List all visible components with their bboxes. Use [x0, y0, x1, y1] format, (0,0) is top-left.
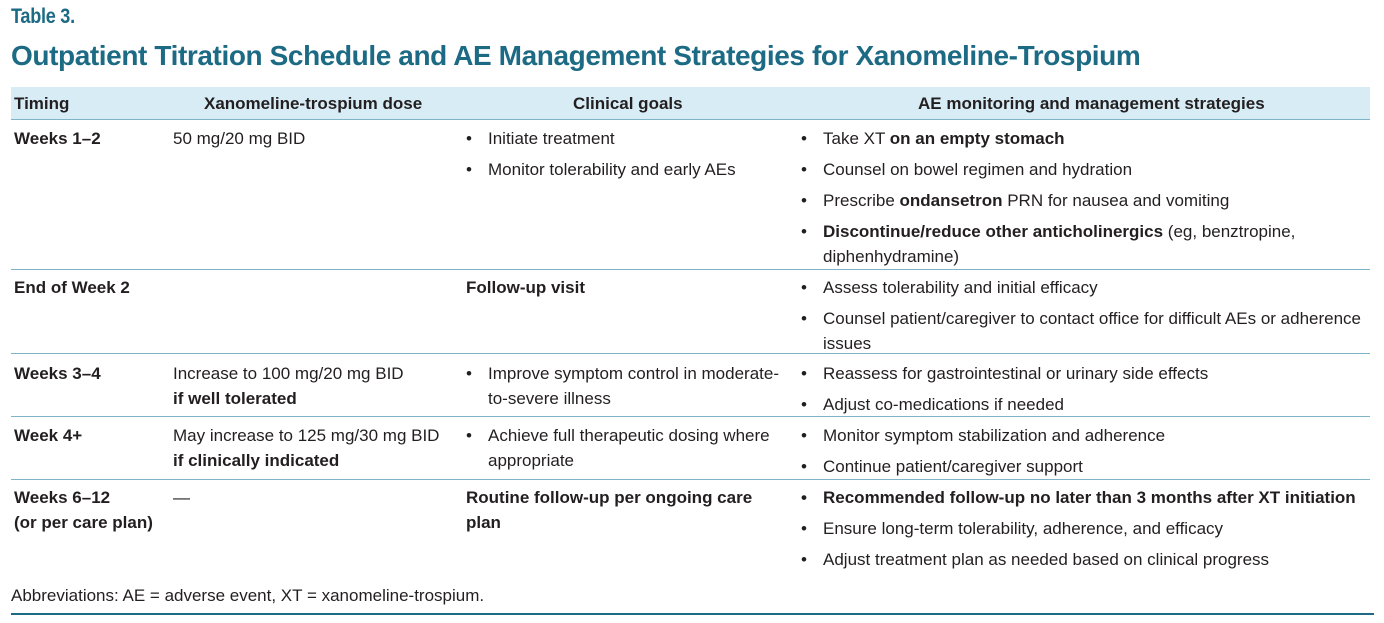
table-header: [11, 87, 1370, 120]
list-item: • Reassess for gastrointestinal or urinary side effects: [801, 361, 1371, 386]
timing-cell: End of Week 2: [14, 278, 130, 297]
list-item: • Prescribe ondansetron PRN for nausea and vomiting: [801, 188, 1371, 213]
list-item: • Adjust treatment plan as needed based on clinical progress: [801, 547, 1384, 572]
dose-cell: —: [173, 488, 190, 507]
list-item: • Take XT on an empty stomach: [801, 126, 1371, 151]
list-item: • Adjust co-medications if needed: [801, 392, 1371, 417]
goals-list: [466, 361, 796, 417]
list-item: • Achieve full therapeutic dosing where appropriate: [466, 423, 796, 473]
header-timing: Timing: [14, 94, 70, 113]
dose-cell: 50 mg/20 mg BID: [173, 129, 306, 148]
footnote: Abbreviations: AE = adverse event, XT = xanomeline-trospium.: [11, 586, 485, 605]
timing-cell: Weeks 6–12 (or per care plan): [14, 488, 153, 532]
timing-cell: Week 4+: [14, 426, 83, 445]
list-item: • Recommended follow-up no later than 3 months after XT initiation: [801, 485, 1384, 510]
list-item: • Ensure long-term tolerability, adherence, and efficacy: [801, 516, 1384, 541]
ae-list: [801, 485, 1384, 578]
table-label: Table 3.: [11, 5, 75, 28]
list-item: • Monitor symptom stabilization and adherence: [801, 423, 1371, 448]
ae-list: [801, 361, 1371, 423]
list-item: • Monitor tolerability and early AEs: [466, 157, 736, 182]
ae-list: [801, 126, 1371, 275]
list-item: • Counsel patient/caregiver to contact office for difficult AEs or adherence issues: [801, 306, 1371, 356]
header-ae: AE monitoring and management strategies: [918, 94, 1265, 113]
list-item: • Counsel on bowel regimen and hydration: [801, 157, 1371, 182]
dose-cell: Increase to 100 mg/20 mg BID if well tolerated: [173, 364, 404, 408]
bottom-rule: [11, 613, 1374, 615]
list-item: • Continue patient/caregiver support: [801, 454, 1371, 479]
table-title: Outpatient Titration Schedule and AE Management Strategies for Xanomeline-Trospium: [11, 40, 1141, 71]
goals-list: [466, 423, 796, 479]
list-item: • Discontinue/reduce other anticholinergics (eg, benztropine, diphenhydramine): [801, 219, 1371, 269]
ae-list: [801, 423, 1371, 485]
table-row: [11, 480, 1370, 576]
header-dose: Xanomeline-trospium dose: [204, 94, 423, 113]
table-row: [11, 354, 1370, 417]
table-row: [11, 120, 1370, 270]
table-row: [11, 417, 1370, 480]
list-item: • Improve symptom control in moderate-to-severe illness: [466, 361, 796, 411]
table-row: [11, 270, 1370, 354]
timing-cell: Weeks 3–4: [14, 364, 101, 383]
list-item: • Initiate treatment: [466, 126, 736, 151]
goals-cell: Routine follow-up per ongoing care plan: [466, 488, 753, 532]
goals-list: [466, 126, 736, 188]
list-item: • Assess tolerability and initial efficacy: [801, 275, 1371, 300]
header-goals: Clinical goals: [573, 94, 683, 113]
dose-cell: May increase to 125 mg/30 mg BID if clinically indicated: [173, 426, 440, 470]
ae-list: [801, 275, 1371, 362]
timing-cell: Weeks 1–2: [14, 129, 101, 148]
goals-cell: Follow-up visit: [466, 278, 585, 297]
